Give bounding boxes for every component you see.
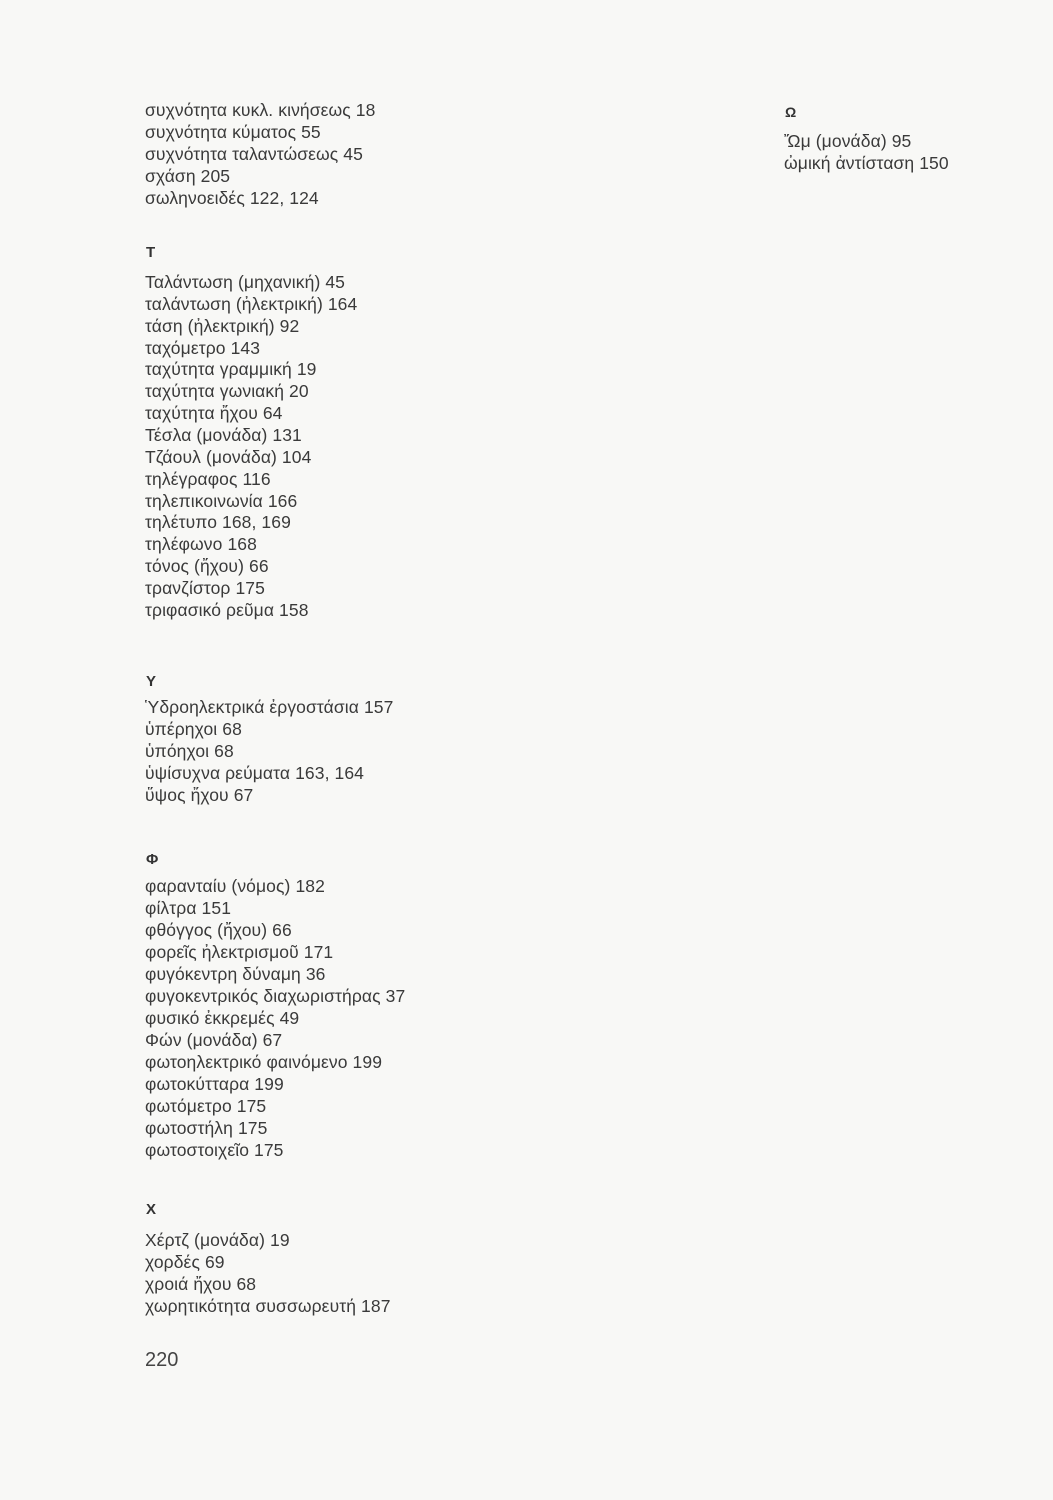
index-entry: συχνότητα κύματος 55 xyxy=(145,122,321,142)
index-entry: φωτοκύτταρα 199 xyxy=(145,1074,284,1094)
index-entry: φυγοκεντρικός διαχωριστήρας 37 xyxy=(145,986,406,1006)
index-entry: φίλτρα 151 xyxy=(145,898,232,918)
index-entry: τρανζίστορ 175 xyxy=(145,578,265,599)
index-entry: Ταλάντωση (μηχανική) 45 xyxy=(145,272,346,292)
index-entry: φορεῖς ἠλεκτρισμοῦ 171 xyxy=(145,942,334,962)
index-entry: φωτόμετρο 175 xyxy=(145,1096,267,1116)
index-entry: φωτοηλεκτρικό φαινόμενο 199 xyxy=(145,1052,383,1072)
section-letter-f: Φ xyxy=(146,851,159,868)
index-entry: φυγόκεντρη δύναμη 36 xyxy=(145,964,326,984)
page-number: 220 xyxy=(145,1349,179,1371)
index-entry: συχνότητα ταλαντώσεως 45 xyxy=(145,144,363,164)
index-entry: Ὤμ (μονάδα) 95 xyxy=(784,131,912,151)
index-entry: φωτοστοιχεῖο 175 xyxy=(145,1140,284,1160)
index-entry: τριφασικό ρεῦμα 158 xyxy=(145,599,309,620)
index-entry: τηλέφωνο 168 xyxy=(145,534,257,555)
section-t-entries xyxy=(145,272,357,622)
index-entry: Χέρτζ (μονάδα) 19 xyxy=(145,1230,290,1250)
section-letter-t: Τ xyxy=(146,244,156,261)
index-entry: τηλεπικοινωνία 166 xyxy=(145,490,298,511)
index-entry: Ὑδροηλεκτρικά ἐργοστάσια 157 xyxy=(145,697,394,717)
index-entry: φθόγγος (ἤχου) 66 xyxy=(145,920,292,940)
index-entry: Τζάουλ (μονάδα) 104 xyxy=(145,446,312,467)
index-entry: ταχύτητα ἤχου 64 xyxy=(145,403,283,424)
index-entry: σχάση 205 xyxy=(145,166,231,186)
index-entry: ταλάντωση (ἠλεκτρική) 164 xyxy=(145,293,358,314)
section-x-entries xyxy=(145,1229,391,1317)
index-entry: τηλέτυπο 168, 169 xyxy=(145,512,291,533)
index-entry: σωληνοειδές 122, 124 xyxy=(145,188,319,208)
index-entry: χροιά ἤχου 68 xyxy=(145,1274,257,1294)
index-entry: τηλέγραφος 116 xyxy=(145,468,271,489)
section-omega-entries xyxy=(784,130,949,174)
index-entry: ὑπόηχοι 68 xyxy=(145,741,234,761)
index-entry: συχνότητα κυκλ. κινήσεως 18 xyxy=(145,100,376,120)
index-entry: φαρανταίυ (νόμος) 182 xyxy=(145,876,325,896)
section-letter-omega: Ω xyxy=(785,104,797,120)
index-entry: χωρητικότητα συσσωρευτή 187 xyxy=(145,1296,391,1316)
section-f-entries xyxy=(145,875,405,1161)
index-entry: ταχύτητα γωνιακή 20 xyxy=(145,381,309,402)
index-entry: χορδές 69 xyxy=(145,1252,225,1272)
section-y-entries xyxy=(145,696,393,806)
section-letter-y: Υ xyxy=(146,673,157,690)
index-entry: ταχόμετρο 143 xyxy=(145,337,261,358)
index-entry: φωτοστήλη 175 xyxy=(145,1118,268,1138)
index-entry: ταχύτητα γραμμική 19 xyxy=(145,359,317,380)
index-entry: Φών (μονάδα) 67 xyxy=(145,1030,283,1050)
index-entry: ὑπέρηχοι 68 xyxy=(145,719,242,739)
index-entry: τόνος (ἤχου) 66 xyxy=(145,556,269,577)
index-entry: φυσικό ἐκκρεμές 49 xyxy=(145,1008,300,1028)
index-entry: τάση (ἠλεκτρική) 92 xyxy=(145,315,300,336)
continued-entries-list xyxy=(145,99,375,209)
index-entry: ὑψίσυχνα ρεύματα 163, 164 xyxy=(145,763,365,783)
index-entry: ὠμική ἀντίσταση 150 xyxy=(784,153,949,173)
section-letter-x: Χ xyxy=(146,1201,157,1218)
index-entry: ὕψος ἤχου 67 xyxy=(145,785,254,805)
index-entry: Τέσλα (μονάδα) 131 xyxy=(145,425,302,446)
